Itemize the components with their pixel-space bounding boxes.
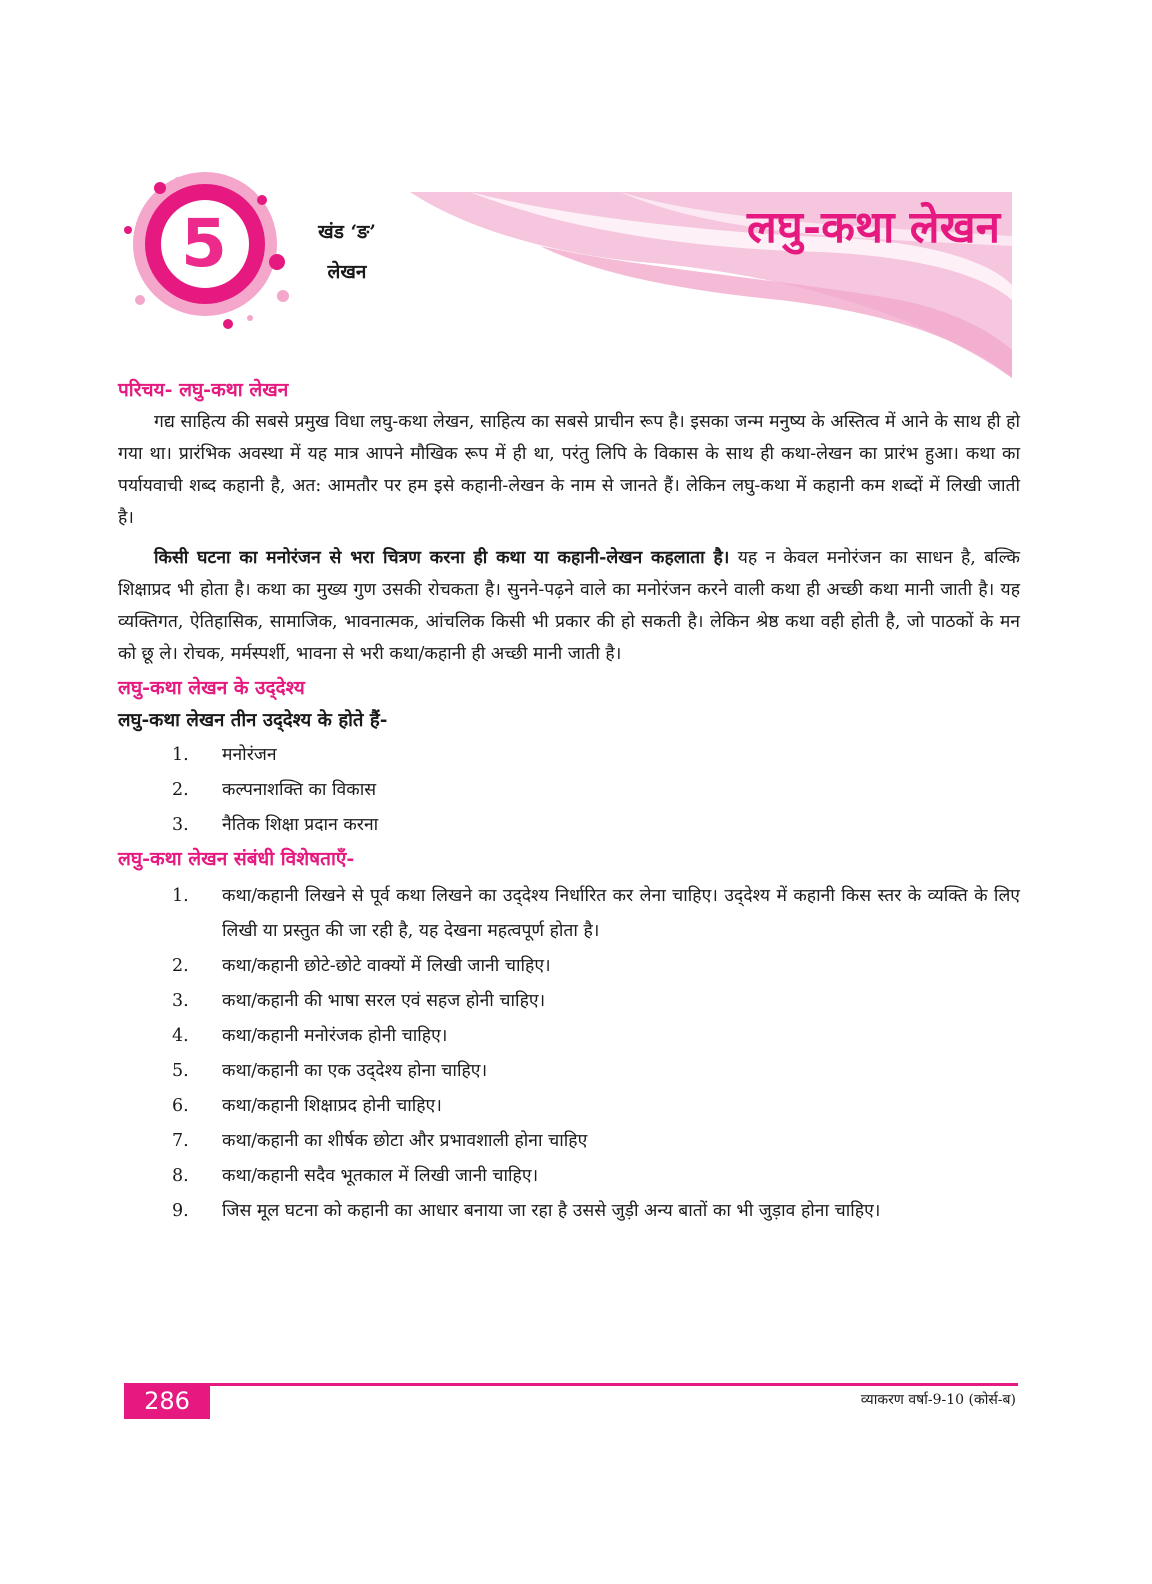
list-number: 2. <box>172 780 189 800</box>
objectives-list <box>118 738 1020 843</box>
list-item <box>118 738 1020 773</box>
list-text: कथा/कहानी मनोरंजक होनी चाहिए। <box>222 1026 448 1046</box>
list-number: 3. <box>172 991 189 1011</box>
list-text: कथा/कहानी सदैव भूतकाल में लिखी जानी चाहिए। <box>222 1166 539 1186</box>
book-title: व्याकरण वर्षा-9-10 (कोर्स-ब) <box>860 1392 1016 1408</box>
list-number: 2. <box>172 956 189 976</box>
list-item <box>118 1089 1020 1124</box>
list-item <box>118 1159 1020 1194</box>
objectives-heading: लघु-कथा लेखन के उद्‌देश्य <box>118 677 305 699</box>
list-text: कथा/कहानी लिखने से पूर्व कथा लिखने का उद्‌देश्य निर्धारित कर लेना चाहिए। उद्‌देश्य में कहानी किस स्तर के व्यक्ति के लिए लिखी या प्रस्तुत की जा रही है, यह देखना महत्वपूर्ण होता है। <box>222 886 1020 941</box>
objectives-lead: लघु-कथा लेखन तीन उद्‌देश्य के होते हैं- <box>118 710 388 731</box>
list-item <box>118 949 1020 984</box>
list-item <box>118 1054 1020 1089</box>
features-list <box>118 879 1020 1229</box>
list-number: 7. <box>172 1131 189 1151</box>
list-text: कथा/कहानी की भाषा सरल एवं सहज होनी चाहिए। <box>222 991 546 1011</box>
definition-rest: यह न केवल मनोरंजन का साधन है, बल्कि शिक्षाप्रद भी होता है। कथा का मुख्य गुण उसकी रोचकता है। सुनने-पढ़ने वाले का मनोरंजन करने वाली कथा ही अच्छी कथा मानी जाती है। यह व्यक्तिगत, ऐतिहासिक, सामाजिक, भावनात्मक, आंचलिक किसी भी प्रकार की हो सकती है। लेकिन श्रेष्ठ कथा वही होती है, जो पाठकों के मन को छू ले। रोचक, मर्मस्पर्शी, भावना से भरी कथा/कहानी ही अच्छी मानी जाती है। <box>118 548 1020 664</box>
list-item <box>118 808 1020 843</box>
list-number: 5. <box>172 1061 189 1081</box>
page-title: लघु-कथा लेखन <box>747 202 1000 253</box>
list-number: 1. <box>172 745 189 765</box>
section-subtitle: लेखन <box>327 261 367 283</box>
list-text: मनोरंजन <box>222 745 277 765</box>
features-heading: लघु-कथा लेखन संबंधी विशेषताएँ- <box>118 848 355 870</box>
list-item <box>118 1124 1020 1159</box>
page-content <box>118 374 1020 1229</box>
list-item <box>118 1194 1020 1229</box>
page-number: 286 <box>124 1383 210 1419</box>
list-item <box>118 773 1020 808</box>
intro-paragraph-1: गद्य साहित्य की सबसे प्रमुख विधा लघु-कथा लेखन, साहित्य का सबसे प्राचीन रूप है। इसका जन्म मनुष्य के अस्तित्व में आने के साथ ही हो गया था। प्रारंभिक अवस्था में यह मात्र आपने मौखिक रूप में ही था, परंतु लिपि के विकास के साथ ही कथा-लेखन का प्रारंभ हुआ। कथा का पर्यायवाची शब्द कहानी है, अत: आमतौर पर हम इसे कहानी-लेखन के नाम से जानते हैं। लेकिन लघु-कथा में कहानी कम शब्दों में लिखी जाती है। <box>118 412 1020 528</box>
list-number: 9. <box>172 1201 189 1221</box>
list-text: कथा/कहानी का शीर्षक छोटा और प्रभावशाली होना चाहिए <box>222 1131 588 1151</box>
list-item <box>118 984 1020 1019</box>
list-number: 3. <box>172 815 189 835</box>
list-text: नैतिक शिक्षा प्रदान करना <box>222 815 379 835</box>
definition-bold: किसी घटना का मनोरंजन से भरा चित्रण करना ही कथा या कहानी-लेखन कहलाता है। <box>154 548 730 568</box>
list-item <box>118 1019 1020 1054</box>
list-number: 1. <box>172 886 189 906</box>
section-label: खंड ‘ङ’ <box>318 221 376 243</box>
intro-heading: परिचय- लघु-कथा लेखन <box>118 379 289 401</box>
list-item <box>118 879 1020 949</box>
footer-divider <box>124 1383 1018 1386</box>
list-number: 8. <box>172 1166 189 1186</box>
list-text: कथा/कहानी छोटे-छोटे वाक्यों में लिखी जानी चाहिए। <box>222 956 551 976</box>
chapter-number: 5 <box>181 205 227 282</box>
list-number: 6. <box>172 1096 189 1116</box>
list-text: जिस मूल घटना को कहानी का आधार बनाया जा रहा है उससे जुड़ी अन्य बातों का भी जुड़ाव होना चाहिए। <box>222 1201 881 1221</box>
list-text: कथा/कहानी शिक्षाप्रद होनी चाहिए। <box>222 1096 442 1116</box>
intro-paragraph-2 <box>118 542 1020 670</box>
list-number: 4. <box>172 1026 189 1046</box>
list-text: कल्पनाशक्ति का विकास <box>222 780 377 800</box>
list-text: कथा/कहानी का एक उद्‌देश्य होना चाहिए। <box>222 1061 488 1081</box>
